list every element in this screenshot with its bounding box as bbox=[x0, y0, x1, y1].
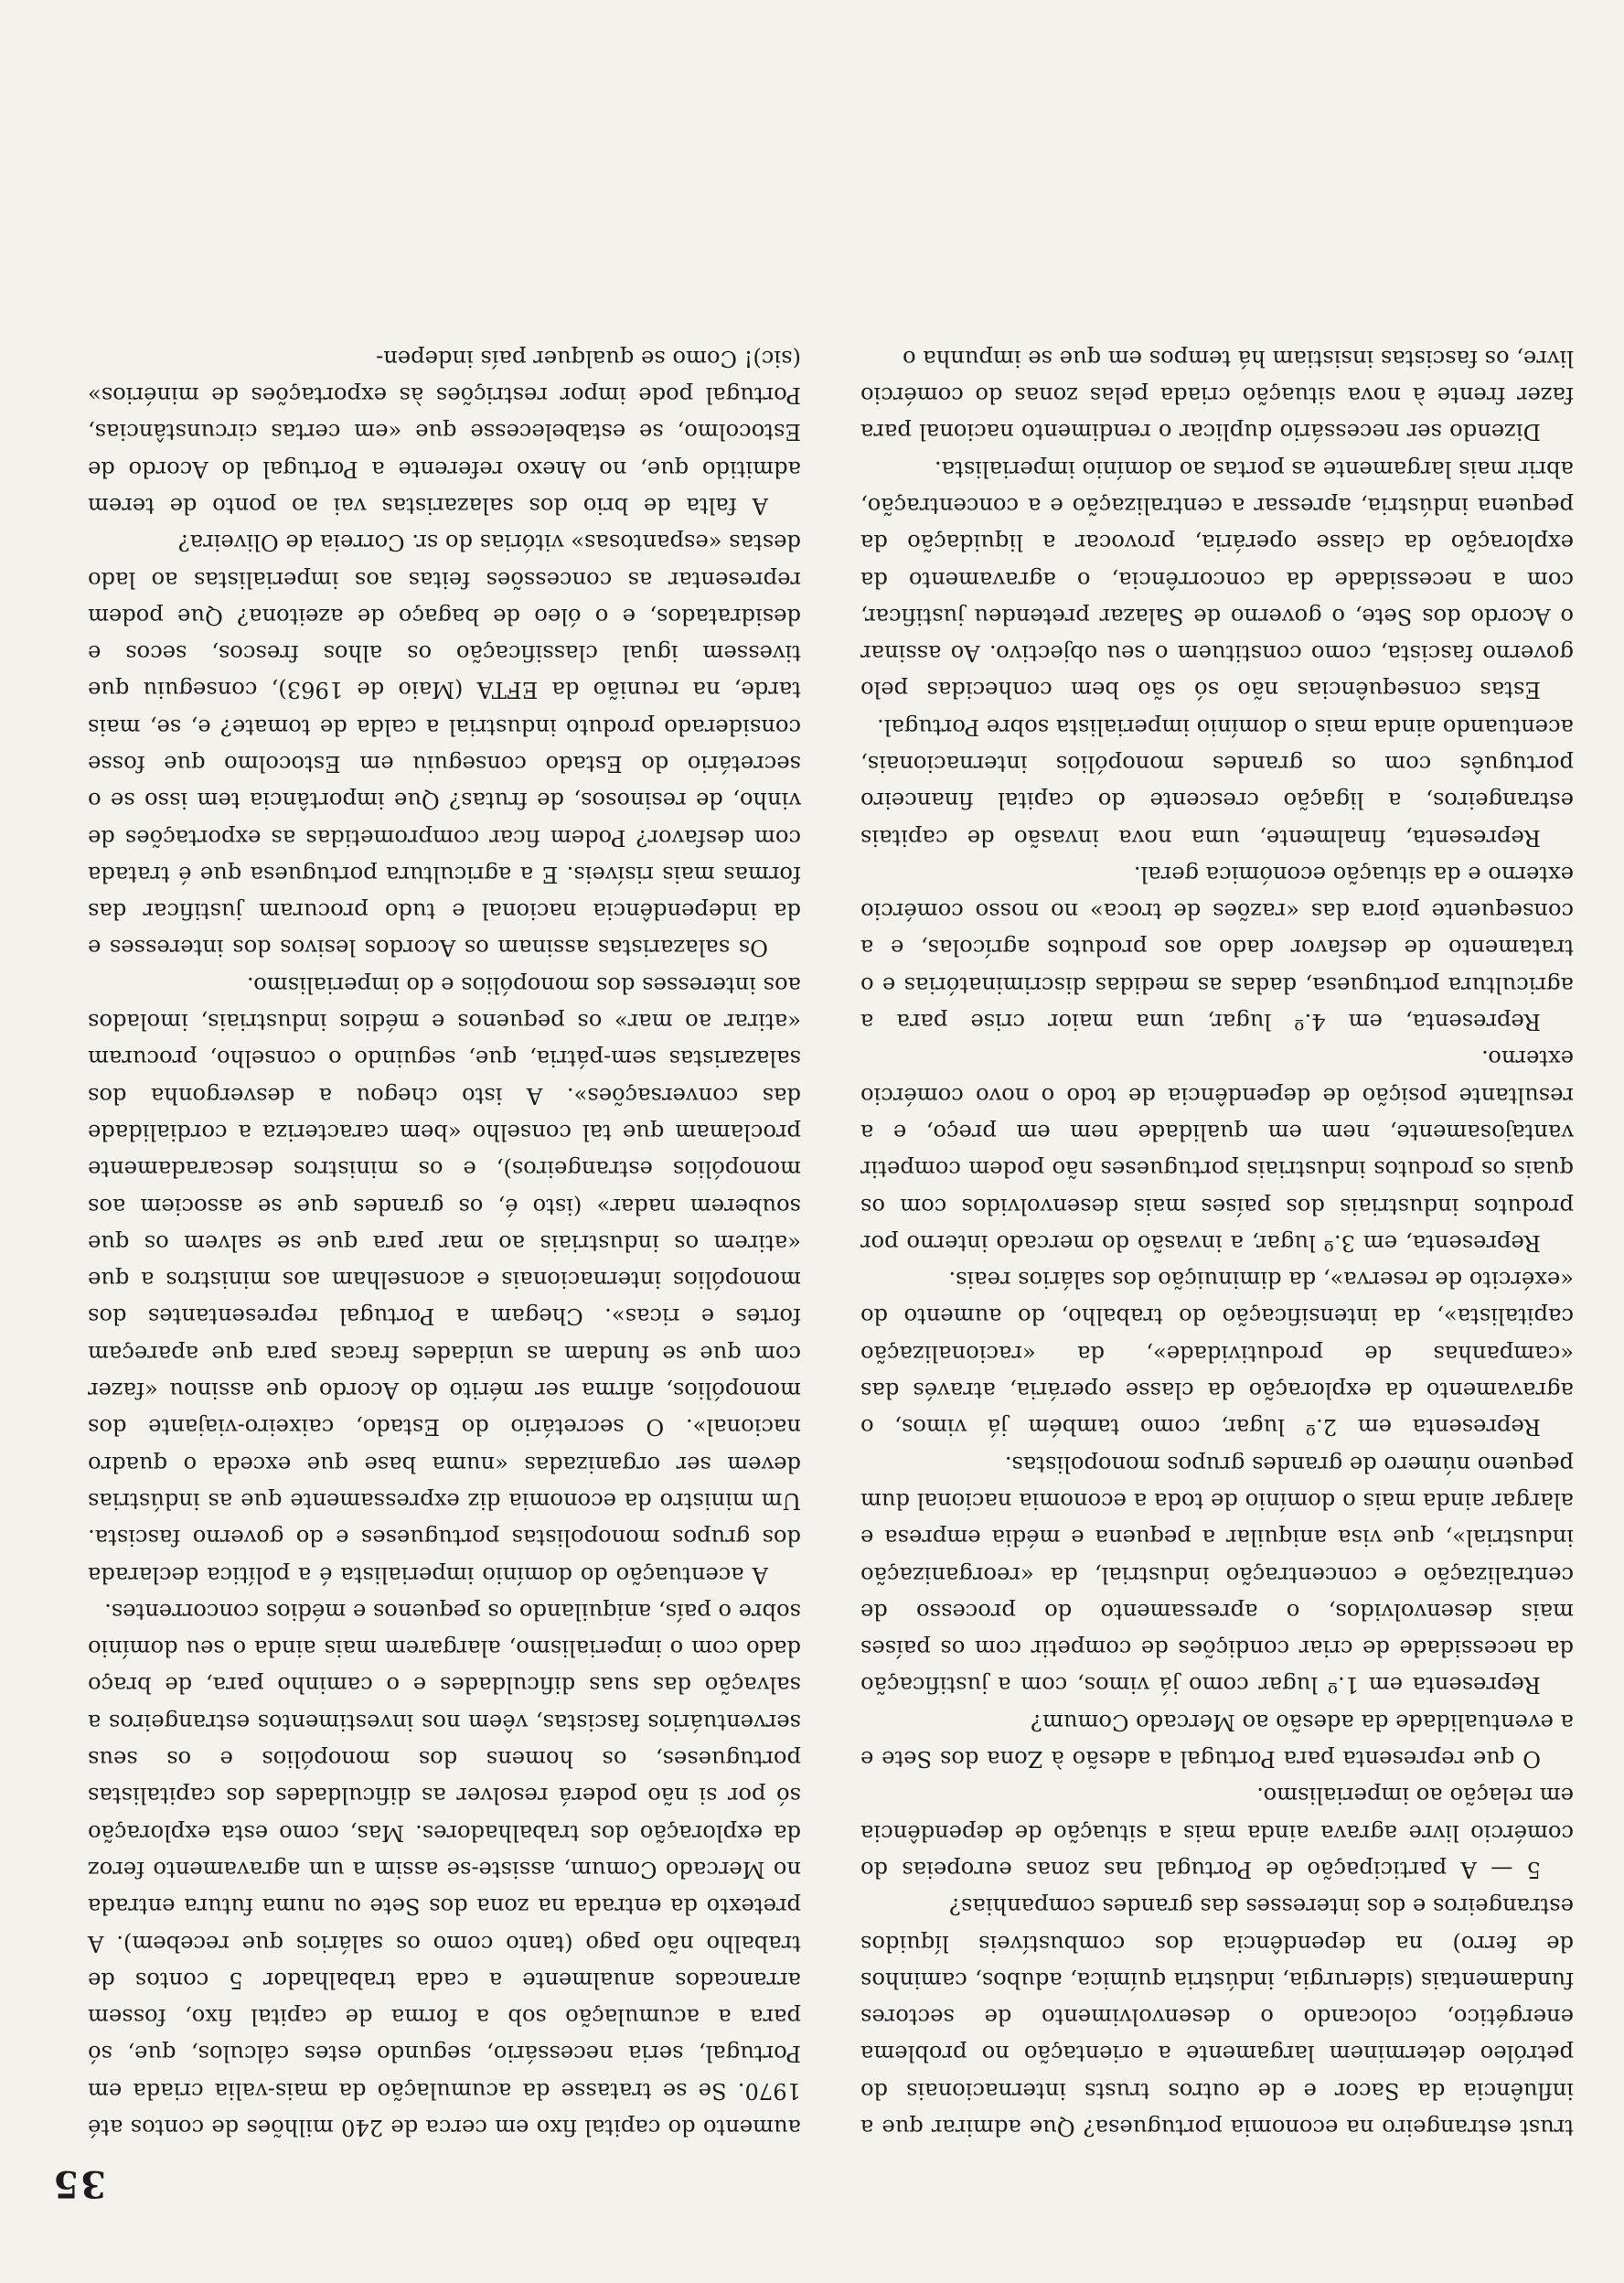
right-column bbox=[88, 339, 801, 2146]
left-column-paragraph: Estas consequências não só são bem conhecidas pelo governo fascista, como constituem o seu objectivo. Ao assinar o Acordo dos Sete, o governo de Salazar pretendeu justificar, com a necessidade da concorrência, o agravamento da exploração da classe operária, provocar a liquidação da pequena indústria, apressar a centralização e a concentração, abrir mais largamente as portas ao domínio imperialista. bbox=[860, 456, 1574, 703]
left-column-paragraph: Representa, finalmente, uma nova invasão de capitais estrangeiros, a ligação crescente do capital financeiro português com os grandes monopólios internacionais, acentuando ainda mais o domínio imperialista sobre Portugal. bbox=[860, 713, 1574, 851]
left-column-paragraph: Representa, em 4.º lugar, uma maior crise para a agricultura portuguesa, dadas as medidas discriminatórias e o tratamento de desfavor dado aos produtos agrícolas, e a consequente piora das «razões de troca» no nosso comércio externo e da situação económica geral. bbox=[860, 861, 1574, 1035]
right-column-paragraph: A falta de brio dos salazaristas vai ao ponto de terem admitido que, no Anexo referente a Portugal do Acordo de Estocolmo, se estabelecesse que «em certas circunstâncias, Portugal pode impor restrições às exportações de minérios» (sic)! Como se qualquer país indepen- bbox=[88, 345, 801, 519]
left-column-paragraph: Representa em 2.º lugar, como também já vimos, o agravamento da exploração da classe operária, através das «campanhas de produtividade», da «racionalização capitalista», da intensificação do trabalho, do aumento do «exército de reserva», da diminuição dos salários reais. bbox=[860, 1267, 1574, 1441]
left-column-paragraph: Representa, em 3.º lugar, a invasão do mercado interno por produtos industriais dos países mais desenvolvidos com os quais os produtos industriais portugueses não podem competir vantajosamente, nem em qualidade nem em preço, e a resultante posição de dependência de todo o novo comércio externo. bbox=[860, 1045, 1574, 1256]
left-column-paragraph: O que representa para Portugal a adesão à Zona dos Sete e a eventualidade da adesão ao Mercado Comum? bbox=[860, 1709, 1574, 1773]
left-column bbox=[860, 339, 1574, 2146]
right-column-paragraph: A acentuação do domínio imperialista é a política declarada dos grupos monopolistas portugueses e do governo fascista. Um ministro da economia diz expressamente que as indústrias devem ser organizadas «numa base que exceda o quadro nacional». O secretário do Estado, caixeiro-viajante dos monopólios, afirma ser mérito do Acordo que assinou «fazer com que se fundam as unidades fracas para que apareçam fortes e ricas». Chegam a Portugal representantes dos monopólios internacionais e aconselham aos ministros a que «atirem os industriais ao mar para que se salvem os que souberem nadar» (isto é, os grandes que se associem aos monopólios estrangeiros), e os ministros descaradamente proclamam que tal conselho «bem caracteriza a cordialidade das conversações». A isto chegou a desvergonha dos salazaristas sem-pátria, que, seguindo o conselho, procuram «atirar ao mar» os pequenos e médios industriais, imolados aos interesses dos monopólios e do imperialismo. bbox=[88, 971, 801, 1588]
left-column-paragraph: Dizendo ser necessário duplicar o rendimento nacional para fazer frente à nova situação criada pelas zonas do comércio livre, os fascistas insistiam há tempos em que se impunha o bbox=[860, 345, 1574, 445]
left-column-paragraph: 5 — A participação de Portugal nas zonas europeias do comércio livre agrava ainda mais a situação de dependência em relação ao imperialismo. bbox=[860, 1783, 1574, 1882]
left-column-paragraph: Representa em 1.º lugar como já vimos, com a justificação da necessidade de criar condições de competir com os países mais desenvolvidos, o apressamento do processo de centralização e concentração industrial, da «reorganização industrial», que visa aniquilar a pequena e média empresa e alargar ainda mais o domínio de toda a economia nacional dum pequeno número de grandes grupos monopolistas. bbox=[860, 1451, 1574, 1699]
right-column-paragraph: Os salazaristas assinam os Acordos lesivos dos interesses e da independência nacional e tudo procuram justificar das formas mais risíveis. E a agricultura portuguesa que é tratada com desfavor? Podem ficar comprometidas as exportações de vinho, de resinosos, de frutas? Que importância tem isso se o secretário do Estado conseguiu em Estocolmo que fosse considerado produto industrial a calda de tomate? e, se, mais tarde, na reunião da EFTA (Maio de 1963), conseguiu que tivessem igual classificação os alhos frescos, secos e desidratados, e o óleo de bagaço de azeitona? Que podem representar as concessões feitas aos imperialistas ao lado destas «espantosas» vitórias do sr. Correia de Oliveira? bbox=[88, 530, 801, 961]
right-column-paragraph: aumento do capital fixo em cerca de 240 milhões de contos até 1970. Se se tratasse da acumulação da mais-valia criada em Portugal, seria necessário, segundo estes cálculos, que, só para a acumulação sob a forma de capital fixo, fossem arrancados anualmente a cada trabalhador 5 contos de trabalho não pago (tanto como os salários que recebem). A pretexto da entrada na zona dos Sete ou numa futura entrada no Mercado Comum, assiste-se assim a um agravamento feroz da exploração dos trabalhadores. Mas, como esta exploração só por si não poderá resolver as dificuldades dos capitalistas portugueses, os homens dos monopólios e os seus serventuários fascistas, vêem nos investimentos estrangeiros a salvação das suas dificuldades e o caminho para, de braço dado com o imperialismo, alargarem mais ainda o seu domínio sobre o país, aniquilando os pequenos e médios concorrentes. bbox=[88, 1598, 801, 2140]
left-column-paragraph: trust estrangeiro na economia portuguesa? Que admirar que a influência da Sacor e de outros trusts internacionais do petróleo determinem largamente a orientação no problema energético, colocando o desenvolvimento de sectores fundamentais (siderurgia, indústria química, adubos, caminhos de ferro) na dependência dos combustíveis líquidos estrangeiros e dos interesses das grandes companhias? bbox=[860, 1893, 1574, 2140]
page-number: 35 bbox=[51, 2162, 106, 2205]
